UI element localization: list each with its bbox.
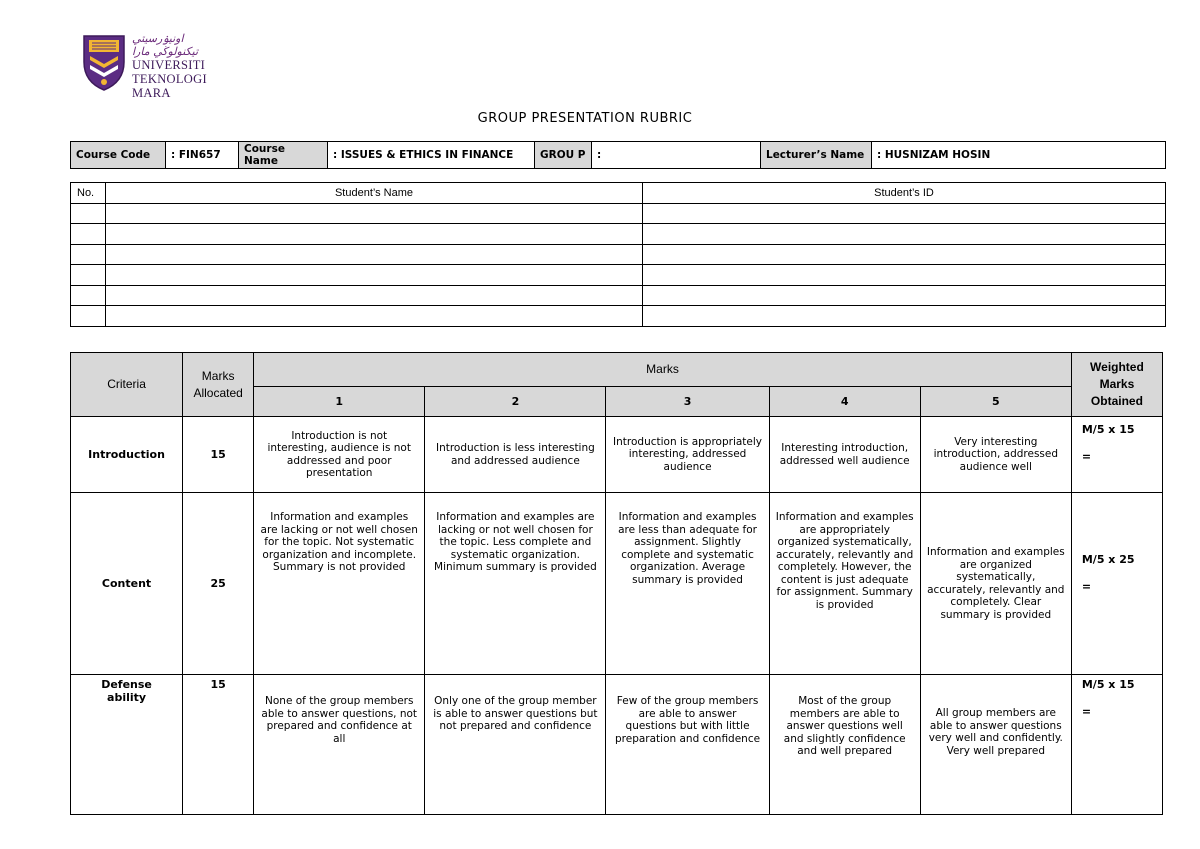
- course-name-label: Course Name: [239, 142, 328, 169]
- student-no-cell[interactable]: [71, 306, 106, 327]
- rubric-header-allocated: [183, 353, 254, 417]
- criteria-cell: Content: [71, 493, 183, 675]
- level-description: Most of the group members are able to answer questions well and slightly confidence and well prepared: [769, 675, 920, 815]
- rubric-row-defense: [71, 675, 1163, 815]
- rubric-header-marks: Marks: [254, 353, 1072, 387]
- uitm-logo: [80, 32, 220, 100]
- university-name-line: MARA: [132, 86, 171, 100]
- rubric-level-1: 1: [254, 387, 425, 417]
- students-header-name: Student’s Name: [106, 183, 643, 204]
- rubric-level-4: 4: [769, 387, 920, 417]
- table-row: [71, 306, 1166, 327]
- group-label: GROU P: [535, 142, 592, 169]
- student-id-cell[interactable]: [643, 203, 1166, 224]
- lecturer-label: Lecturer’s Name: [761, 142, 872, 169]
- level-description: Information and examples are lacking or not well chosen for the topic. Less complete and systematic organization. Minimum summary is provided: [425, 493, 606, 675]
- student-no-cell[interactable]: [71, 265, 106, 286]
- student-no-cell[interactable]: [71, 244, 106, 265]
- criteria-cell: Introduction: [71, 417, 183, 493]
- weighted-formula: M/5 x 15: [1081, 678, 1135, 691]
- level-description: Introduction is not interesting, audience is not addressed and poor presentation: [254, 417, 425, 493]
- table-row: [71, 265, 1166, 286]
- level-description: Introduction is less interesting and addressed audience: [425, 417, 606, 493]
- student-no-cell[interactable]: [71, 203, 106, 224]
- rubric-header-allocated-text: Marks Allocated: [193, 368, 243, 400]
- student-id-cell[interactable]: [643, 306, 1166, 327]
- student-name-cell[interactable]: [106, 224, 643, 245]
- level-description: Introduction is appropriately interesting, addressed audience: [606, 417, 769, 493]
- students-header-id: Student’s ID: [643, 183, 1166, 204]
- table-row: [71, 224, 1166, 245]
- student-id-cell[interactable]: [643, 265, 1166, 286]
- student-id-cell[interactable]: [643, 224, 1166, 245]
- students-header-no: No.: [71, 183, 106, 204]
- table-row: [71, 285, 1166, 306]
- weighted-equals: =: [1081, 450, 1092, 463]
- group-value: :: [592, 142, 761, 169]
- rubric-table: [70, 352, 1163, 815]
- weighted-cell[interactable]: [1071, 675, 1162, 815]
- student-name-cell[interactable]: [106, 244, 643, 265]
- level-description: Information and examples are appropriately organized systematically, accurately, relevantly and completely. However, the content is just adequate for assignment. Summary is provided: [769, 493, 920, 675]
- student-no-cell[interactable]: [71, 224, 106, 245]
- course-name-value: : ISSUES & ETHICS IN FINANCE: [328, 142, 535, 169]
- rubric-header-criteria: Criteria: [71, 353, 183, 417]
- criteria-text: Defense ability: [101, 678, 152, 704]
- allocated-cell: 15: [183, 675, 254, 815]
- weighted-formula: M/5 x 15: [1081, 423, 1135, 436]
- course-code-value: : FIN657: [166, 142, 239, 169]
- course-info-table: [70, 141, 1166, 169]
- table-row: [71, 244, 1166, 265]
- rubric-level-2: 2: [425, 387, 606, 417]
- level-description: Very interesting introduction, addressed audience well: [920, 417, 1071, 493]
- allocated-cell: 25: [183, 493, 254, 675]
- weighted-equals: =: [1081, 705, 1092, 718]
- allocated-cell: 15: [183, 417, 254, 493]
- criteria-cell: [71, 675, 183, 815]
- course-code-label: Course Code: [71, 142, 166, 169]
- student-name-cell[interactable]: [106, 203, 643, 224]
- university-jawi: اونيۏرسيتي تيكنولوڬي مارا: [132, 32, 199, 58]
- student-id-cell[interactable]: [643, 285, 1166, 306]
- students-table: [70, 182, 1166, 327]
- level-description: All group members are able to answer questions very well and confidently. Very well prepared: [920, 675, 1071, 815]
- level-description: Only one of the group member is able to answer questions but not prepared and confidence: [425, 675, 606, 815]
- page-title: GROUP PRESENTATION RUBRIC: [477, 111, 693, 126]
- weighted-cell[interactable]: [1071, 417, 1162, 493]
- rubric-level-5: 5: [920, 387, 1071, 417]
- lecturer-value: : HUSNIZAM HOSIN: [872, 142, 1166, 169]
- rubric-row-introduction: [71, 417, 1163, 493]
- student-name-cell[interactable]: [106, 265, 643, 286]
- level-description: Information and examples are less than adequate for assignment. Slightly complete and systematic organization. Average summary is provided: [606, 493, 769, 675]
- table-row: [71, 203, 1166, 224]
- rubric-header-weighted: [1071, 353, 1162, 417]
- level-description: Information and examples are lacking or not well chosen for the topic. Not systematic organization and incomplete. Summary is not provided: [254, 493, 425, 675]
- uitm-crest-icon: [80, 32, 128, 92]
- weighted-equals: =: [1081, 580, 1092, 593]
- university-name: [132, 32, 222, 100]
- weighted-cell[interactable]: [1071, 493, 1162, 675]
- student-name-cell[interactable]: [106, 285, 643, 306]
- weighted-formula: M/5 x 25: [1081, 553, 1135, 566]
- level-description: Information and examples are organized systematically, accurately, relevantly and completely. Clear summary is provided: [920, 493, 1071, 675]
- student-name-cell[interactable]: [106, 306, 643, 327]
- level-description: Interesting introduction, addressed well audience: [769, 417, 920, 493]
- rubric-level-3: 3: [606, 387, 769, 417]
- student-no-cell[interactable]: [71, 285, 106, 306]
- level-description: None of the group members able to answer questions, not prepared and confidence at all: [254, 675, 425, 815]
- university-name-line: TEKNOLOGI: [132, 72, 207, 86]
- university-name-line: UNIVERSITI: [132, 58, 206, 72]
- student-id-cell[interactable]: [643, 244, 1166, 265]
- level-description: Few of the group members are able to answer questions but with little preparation and confidence: [606, 675, 769, 815]
- rubric-header-weighted-text: Weighted Marks Obtained: [1090, 360, 1144, 408]
- rubric-row-content: [71, 493, 1163, 675]
